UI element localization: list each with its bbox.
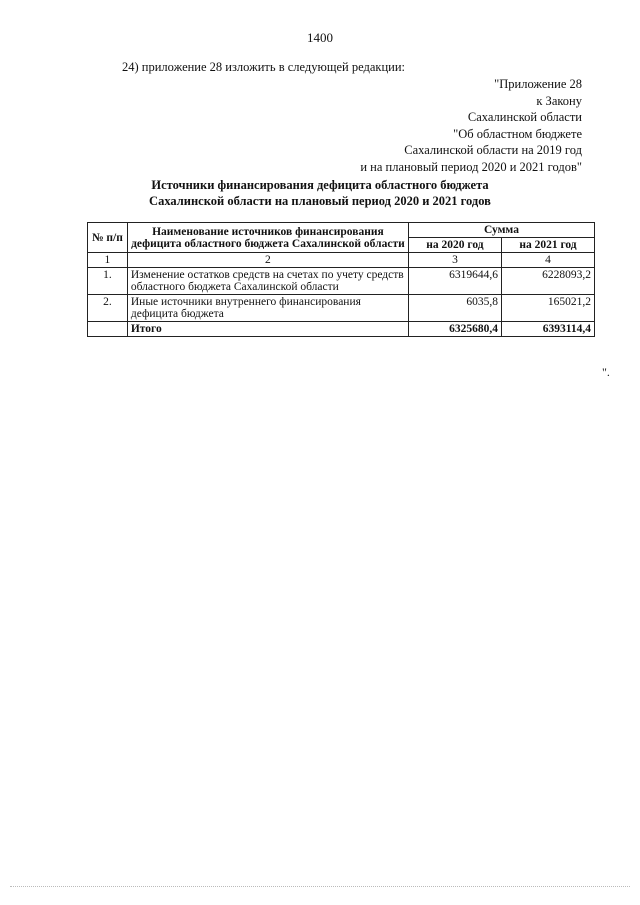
row-name: Иные источники внутреннего финансирования дефицита бюджета xyxy=(127,295,408,322)
total-label: Итого xyxy=(127,322,408,337)
header-year-2021: на 2021 год xyxy=(501,238,594,253)
row-value-2021: 165021,2 xyxy=(501,295,594,322)
header-name: Наименование источников финансирования дефицита областного бюджета Сахалинской области xyxy=(127,223,408,253)
row-value-2020: 6319644,6 xyxy=(408,268,501,295)
scan-artifact-line xyxy=(10,886,630,888)
header-num: № п/п xyxy=(88,223,128,253)
table-title-line: Сахалинской области на плановый период 2020 и 2021 годов xyxy=(149,193,491,208)
header-year-2020: на 2020 год xyxy=(408,238,501,253)
appendix-ref-line: "Об областном бюджете xyxy=(453,126,582,141)
appendix-ref-line: Сахалинской области на 2019 год xyxy=(404,143,582,158)
index-cell: 1 xyxy=(88,253,128,268)
table-row xyxy=(88,268,595,295)
table-title xyxy=(0,178,640,209)
closing-quote: ". xyxy=(602,365,610,379)
row-value-2021: 6228093,2 xyxy=(501,268,594,295)
appendix-ref-line: и на плановый период 2020 и 2021 годов" xyxy=(360,159,582,174)
index-cell: 2 xyxy=(127,253,408,268)
total-value-2020: 6325680,4 xyxy=(408,322,501,337)
appendix-reference xyxy=(360,76,582,176)
row-num: 1. xyxy=(88,268,128,295)
table-row xyxy=(88,295,595,322)
table-total-row xyxy=(88,322,595,337)
total-value-2021: 6393114,4 xyxy=(501,322,594,337)
index-cell: 4 xyxy=(501,253,594,268)
appendix-ref-line: к Закону xyxy=(536,93,582,108)
appendix-ref-line: Сахалинской области xyxy=(467,110,582,125)
table-title-line: Источники финансирования дефицита областного бюджета xyxy=(151,178,489,192)
financing-table xyxy=(87,222,595,337)
page-number: 1400 xyxy=(307,30,333,45)
total-num-empty xyxy=(88,322,128,337)
row-name: Изменение остатков средств на счетах по учету средств областного бюджета Сахалинской области xyxy=(127,268,408,295)
intro-text: 24) приложение 28 изложить в следующей редакции: xyxy=(122,60,405,74)
table-index-row xyxy=(88,253,595,268)
header-sum: Сумма xyxy=(408,223,594,238)
row-num: 2. xyxy=(88,295,128,322)
index-cell: 3 xyxy=(408,253,501,268)
row-value-2020: 6035,8 xyxy=(408,295,501,322)
table-header-row xyxy=(88,223,595,238)
appendix-ref-line: "Приложение 28 xyxy=(494,77,582,91)
